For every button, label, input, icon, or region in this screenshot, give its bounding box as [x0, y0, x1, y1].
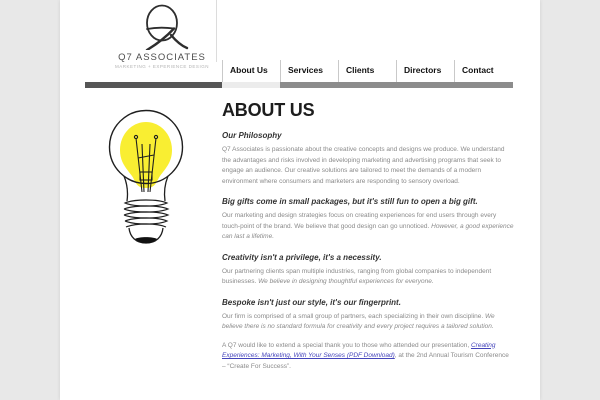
- content-column: [60, 0, 540, 400]
- paragraph: [222, 145, 514, 187]
- q7-monogram-icon: [133, 4, 191, 50]
- text-run: Our marketing and design strategies focus on creating experiences for end users through every touch-point of the brand. We believe that good design can go unnoticed.: [222, 212, 497, 230]
- text-run: A Q7 would like to extend a special thank you to those who attended our presentation,: [222, 341, 471, 349]
- text-run: Q7 Associates is passionate about the creative concepts and designs we produce. We understand the advantages and risks involved in developing marketing and advertising programs that seek to engage an audience. Our creative solutions are tailored to meet the demands of a modern environment where consumers and marketers are responding to sensory overload.: [222, 146, 505, 185]
- paragraph: [222, 341, 514, 373]
- about-article: [222, 100, 514, 380]
- pdf-download-link[interactable]: Creating Experiences: Marketing, With Your Senses (PDF Download): [222, 341, 496, 359]
- nav-underline-bar: [60, 82, 540, 88]
- section-heading: Our Philosophy: [222, 131, 282, 140]
- text-run: However, a good experience can last a lifetime.: [222, 222, 514, 240]
- nav-underline-left: [85, 82, 222, 88]
- paragraph: [222, 211, 514, 243]
- header-divider: [216, 0, 217, 62]
- nav-item-directors[interactable]: Directors: [396, 60, 454, 82]
- text-run: We believe in designing thoughtful experiences for everyone.: [258, 278, 434, 285]
- paragraph: [222, 267, 514, 288]
- nav-underline-active: [222, 82, 280, 88]
- lightbulb-illustration: [84, 106, 204, 251]
- nav-item-services[interactable]: Services: [280, 60, 338, 82]
- main-nav: [222, 60, 512, 82]
- page-title: ABOUT US: [222, 100, 315, 120]
- nav-item-clients[interactable]: Clients: [338, 60, 396, 82]
- section-heading: Big gifts come in small packages, but it's still fun to open a big gift.: [222, 197, 478, 206]
- brand-tagline: MARKETING + EXPERIENCE DESIGN: [115, 64, 209, 69]
- text-run: Our partnering clients span multiple industries, ranging from global companies to independent businesses.: [222, 267, 492, 285]
- about-sections: [222, 131, 514, 372]
- section-heading: Creativity isn't a privilege, it's a necessity.: [222, 252, 382, 262]
- nav-item-about-us[interactable]: About Us: [222, 60, 280, 82]
- text-run: Our firm is comprised of a small group of partners, each specializing in their own discipline.: [222, 312, 486, 320]
- nav-item-contact[interactable]: Contact: [454, 60, 512, 82]
- paragraph: [222, 312, 514, 333]
- section-heading: Bespoke isn't just our style, it's our fingerprint.: [222, 297, 401, 307]
- brand-name: Q7 ASSOCIATES: [118, 52, 206, 63]
- text-run: We believe there is no standard formula for creativity and every project requires a tailored solution.: [222, 312, 495, 330]
- q7-logo[interactable]: [112, 4, 212, 69]
- nav-underline-right: [280, 82, 513, 88]
- text-run: , at the 2nd Annual Tourism Conference – “Create For Success”.: [222, 352, 509, 370]
